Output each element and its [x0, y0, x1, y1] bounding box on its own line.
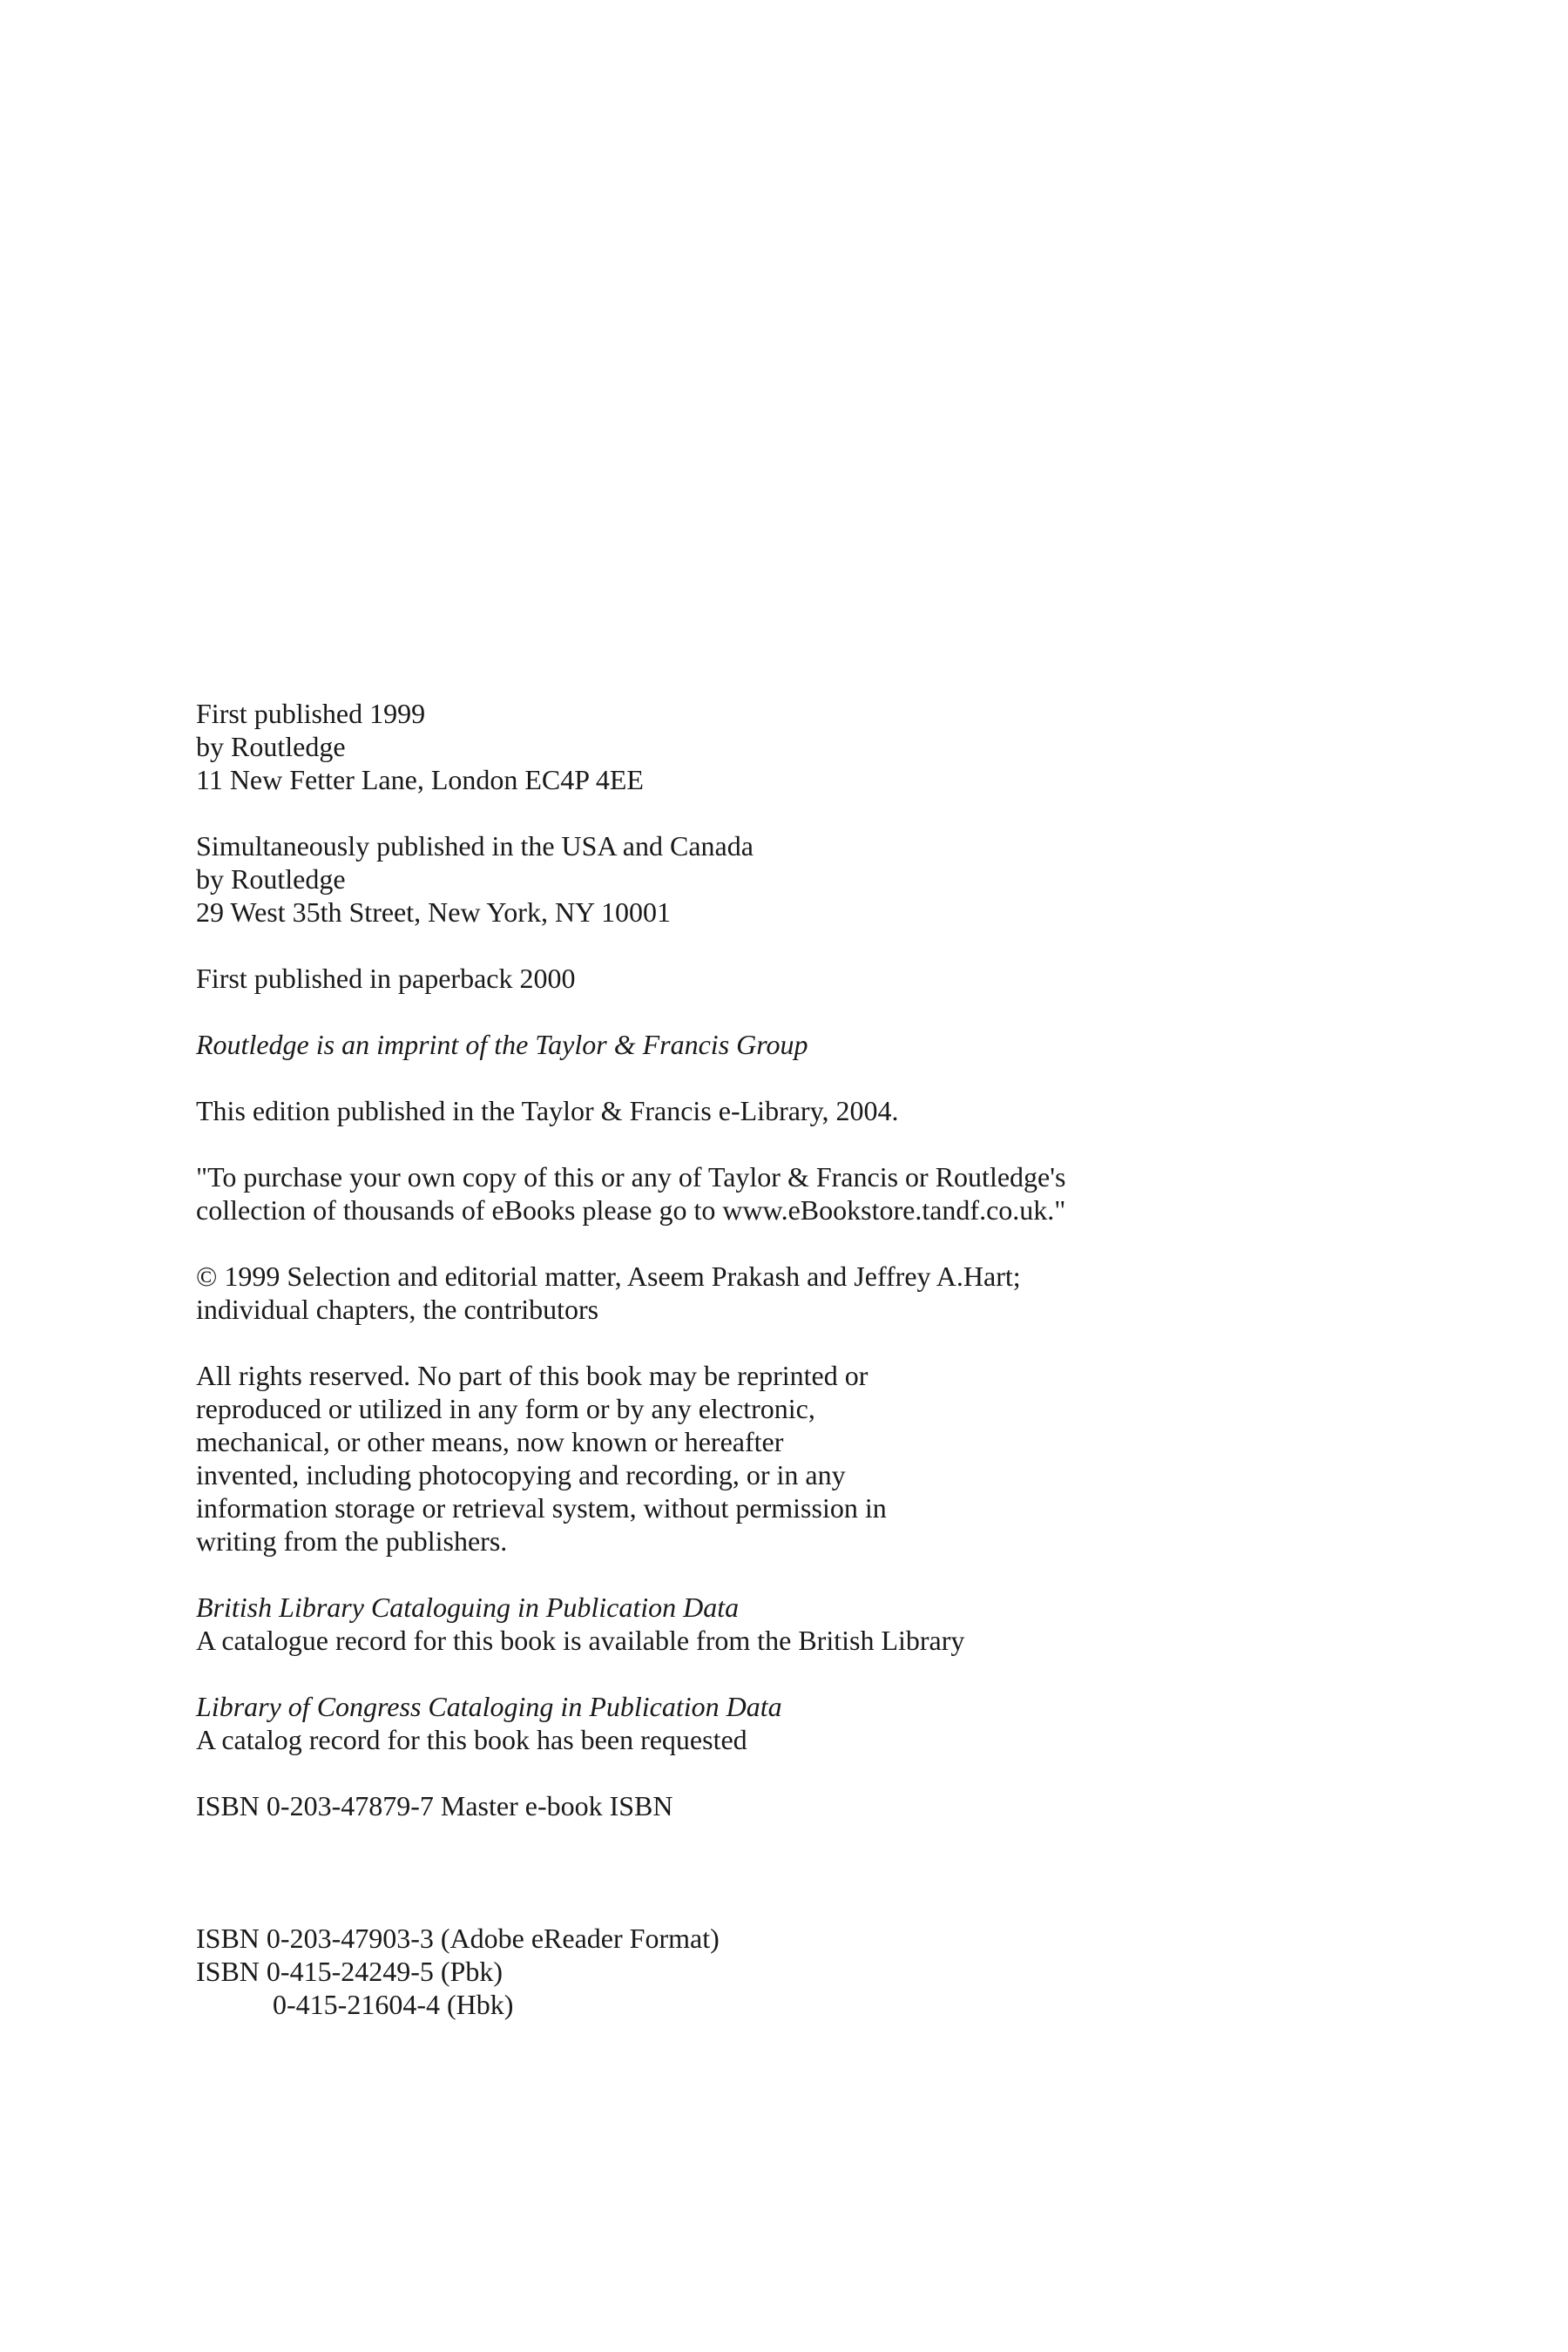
isbn-paperback: ISBN 0-415-24249-5 (Pbk)	[196, 1956, 503, 1987]
isbn-block	[196, 1922, 1328, 2021]
purchase-notice	[196, 1160, 1328, 1227]
rights-line-3: mechanical, or other means, now known or hereafter	[196, 1426, 784, 1457]
library-of-congress-heading: Library of Congress Cataloging in Publication Data	[196, 1691, 782, 1722]
rights-line-2: reproduced or utilized in any form or by any electronic,	[196, 1393, 815, 1424]
publisher-name-us: by Routledge	[196, 863, 346, 895]
isbn-master: ISBN 0-203-47879-7 Master e-book ISBN	[196, 1790, 673, 1821]
spacer	[196, 1558, 1328, 1591]
spacer	[196, 1756, 1328, 1789]
simultaneous-line: Simultaneously published in the USA and Canada	[196, 830, 754, 862]
spacer	[196, 1061, 1328, 1094]
spacer	[196, 796, 1328, 829]
publisher-address-us: 29 West 35th Street, New York, NY 10001	[196, 896, 671, 928]
simultaneous-publication-block	[196, 829, 1328, 929]
copyright-notice	[196, 1260, 1328, 1326]
spacer	[196, 1127, 1328, 1160]
first-published-block	[196, 697, 1328, 796]
copyright-line-2: individual chapters, the contributors	[196, 1294, 599, 1325]
imprint-statement: Routledge is an imprint of the Taylor & Francis Group	[196, 1029, 808, 1060]
library-of-congress-block	[196, 1690, 1328, 1756]
first-published-line: First published 1999	[196, 698, 426, 729]
spacer	[196, 929, 1328, 962]
publisher-address-uk: 11 New Fetter Lane, London EC4P 4EE	[196, 764, 644, 795]
spacer	[196, 1657, 1328, 1690]
copyright-line-1: © 1999 Selection and editorial matter, Aseem Prakash and Jeffrey A.Hart;	[196, 1260, 1021, 1292]
spacer	[196, 1227, 1328, 1260]
rights-line-4: invented, including photocopying and recording, or in any	[196, 1459, 846, 1490]
rights-line-6: writing from the publishers.	[196, 1525, 508, 1557]
rights-notice	[196, 1359, 1328, 1558]
purchase-line-1: "To purchase your own copy of this or any of Taylor & Francis or Routledge's	[196, 1161, 1066, 1193]
imprint-block	[196, 697, 1328, 2021]
edition-line: This edition published in the Taylor & Francis e-Library, 2004.	[196, 1095, 899, 1126]
paperback-line: First published in paperback 2000	[196, 963, 576, 994]
spacer	[196, 1326, 1328, 1359]
purchase-line-2: collection of thousands of eBooks please go to www.eBookstore.tandf.co.uk."	[196, 1194, 1066, 1226]
rights-line-5: information storage or retrieval system, without permission in	[196, 1492, 887, 1524]
publisher-name: by Routledge	[196, 731, 346, 762]
isbn-hardback: 0-415-21604-4 (Hbk)	[273, 1989, 514, 2020]
british-library-block	[196, 1591, 1328, 1657]
british-library-heading: British Library Cataloguing in Publication Data	[196, 1592, 740, 1623]
spacer	[196, 995, 1328, 1028]
british-library-text: A catalogue record for this book is available from the British Library	[196, 1625, 965, 1656]
spacer	[196, 1822, 1328, 1922]
library-of-congress-text: A catalog record for this book has been requested	[196, 1724, 747, 1755]
isbn-adobe: ISBN 0-203-47903-3 (Adobe eReader Format)	[196, 1923, 720, 1954]
rights-line-1: All rights reserved. No part of this book may be reprinted or	[196, 1360, 868, 1391]
